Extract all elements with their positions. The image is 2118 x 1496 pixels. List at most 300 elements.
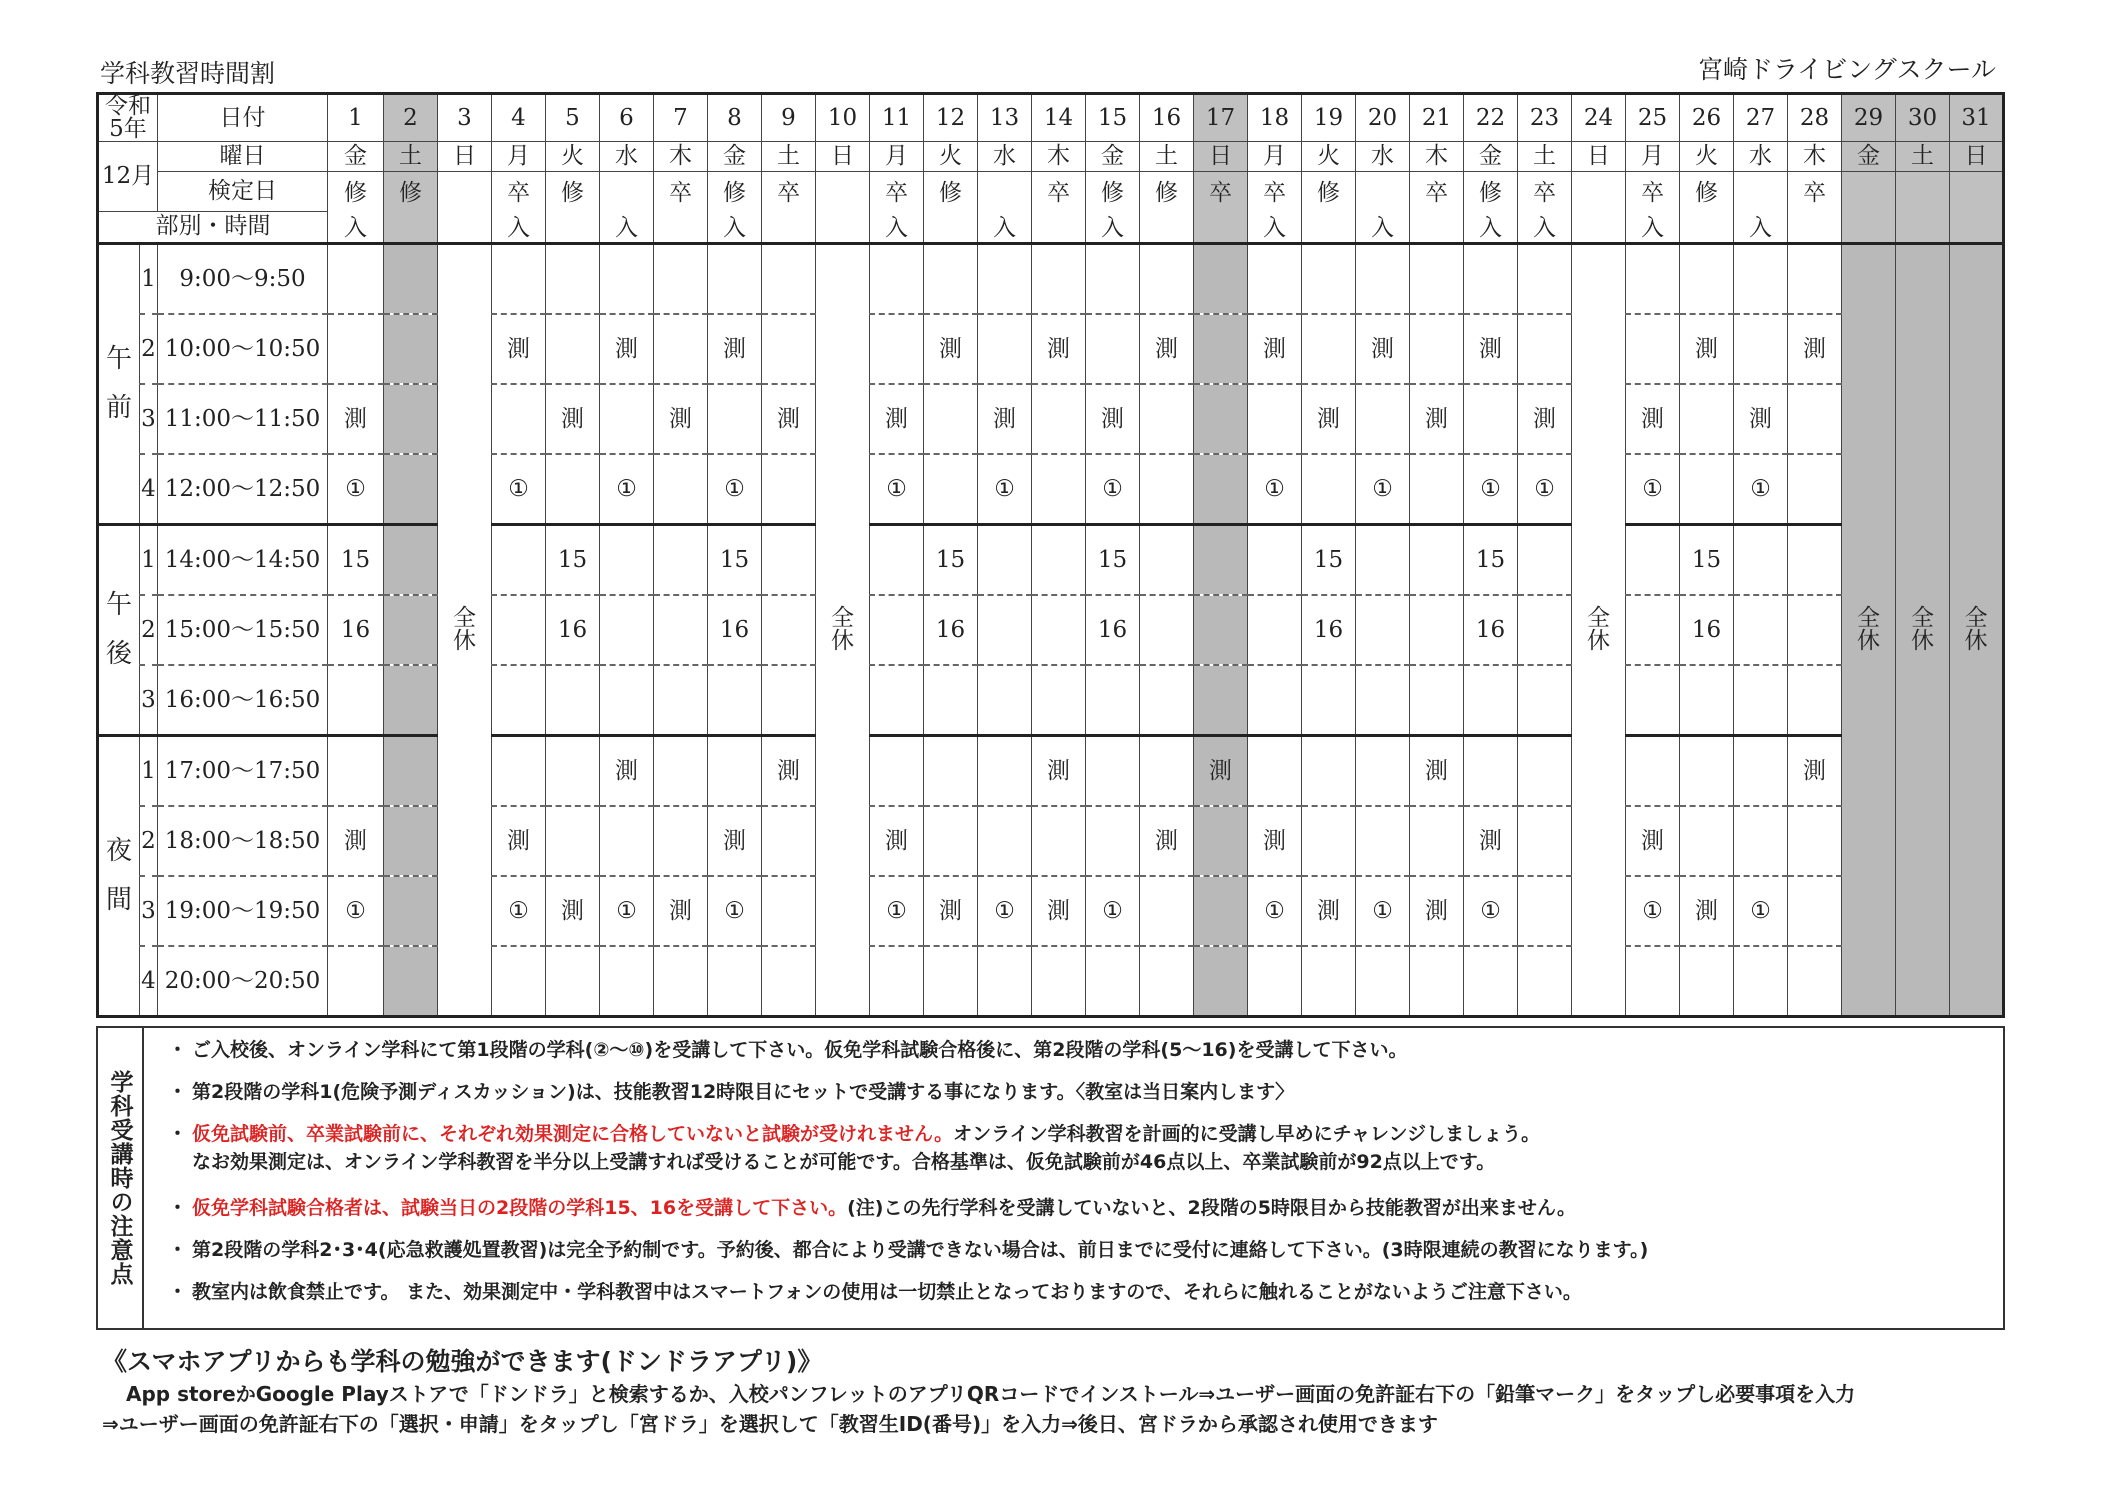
schedule-cell: 測 <box>1140 806 1194 876</box>
schedule-cell: 測 <box>978 384 1032 454</box>
schedule-cell <box>1410 946 1464 1017</box>
schedule-cell: 測 <box>1626 806 1680 876</box>
schedule-cell <box>1086 736 1140 807</box>
date-cell: 27 <box>1734 94 1788 142</box>
schedule-cell: 測 <box>1518 384 1572 454</box>
enroll-cell <box>546 211 600 244</box>
weekday-cell: 水 <box>600 142 654 172</box>
schedule-cell <box>384 806 438 876</box>
date-cell: 11 <box>870 94 924 142</box>
enroll-cell <box>1032 211 1086 244</box>
schedule-cell: 測 <box>924 314 978 384</box>
schedule-cell: 測 <box>328 384 384 454</box>
schedule-cell <box>1734 525 1788 596</box>
schedule-cell: 測 <box>1626 384 1680 454</box>
schedule-cell <box>762 876 816 946</box>
date-cell: 31 <box>1950 94 2004 142</box>
schedule-cell <box>1788 946 1842 1017</box>
note-bullet: ・ <box>168 1081 188 1103</box>
app-info-title: 《スマホアプリからも学科の勉強ができます(ドンドラアプリ)》 <box>102 1347 823 1376</box>
enroll-cell <box>1896 211 1950 244</box>
weekday-cell: 日 <box>438 142 492 172</box>
exam-cell: 修 <box>546 172 600 212</box>
schedule-cell <box>762 525 816 596</box>
date-cell: 17 <box>1194 94 1248 142</box>
exam-cell: 卒 <box>492 172 546 212</box>
weekday-cell: 金 <box>1086 142 1140 172</box>
schedule-cell <box>978 806 1032 876</box>
exam-cell: 卒 <box>1518 172 1572 212</box>
schedule-cell: ① <box>492 876 546 946</box>
exam-cell: 修 <box>384 172 438 212</box>
schedule-cell <box>1302 736 1356 807</box>
schedule-cell: 16 <box>1086 595 1140 665</box>
schedule-cell <box>1626 525 1680 596</box>
schedule-cell: 測 <box>1194 736 1248 807</box>
exam-cell: 卒 <box>654 172 708 212</box>
schedule-cell <box>1734 806 1788 876</box>
date-cell: 22 <box>1464 94 1518 142</box>
schedule-cell <box>1194 525 1248 596</box>
date-cell: 20 <box>1356 94 1410 142</box>
schedule-cell <box>978 736 1032 807</box>
all-rest-cell: 全 休 <box>1842 244 1896 1017</box>
period-number: 1 <box>140 525 158 596</box>
schedule-cell <box>870 525 924 596</box>
schedule-cell: 測 <box>492 806 546 876</box>
schedule-cell: 15 <box>1680 525 1734 596</box>
schedule-cell <box>1194 595 1248 665</box>
period-row <box>98 384 2004 454</box>
schedule-cell <box>1032 595 1086 665</box>
schedule-cell: 15 <box>708 525 762 596</box>
exam-cell: 卒 <box>1410 172 1464 212</box>
schedule-cell: 16 <box>1302 595 1356 665</box>
schedule-cell <box>654 314 708 384</box>
all-rest-cell: 全 休 <box>816 244 870 1017</box>
schedule-cell <box>708 736 762 807</box>
enroll-cell: 入 <box>492 211 546 244</box>
schedule-cell <box>1194 806 1248 876</box>
schedule-cell: 測 <box>870 384 924 454</box>
schedule-cell <box>1464 736 1518 807</box>
exam-cell <box>1842 172 1896 212</box>
schedule-cell <box>1518 946 1572 1017</box>
schedule-cell <box>600 946 654 1017</box>
weekday-row <box>98 142 2004 172</box>
schedule-cell <box>1680 454 1734 525</box>
enroll-cell: 入 <box>978 211 1032 244</box>
schedule-cell: 測 <box>1086 384 1140 454</box>
weekday-cell: 土 <box>384 142 438 172</box>
note-bullet: ・ <box>168 1239 188 1261</box>
schedule-cell <box>1626 314 1680 384</box>
weekday-cell: 土 <box>1518 142 1572 172</box>
exam-cell: 修 <box>924 172 978 212</box>
note-item <box>160 1032 1997 1074</box>
weekday-cell: 金 <box>1842 142 1896 172</box>
schedule-cell <box>762 806 816 876</box>
schedule-cell: ① <box>708 454 762 525</box>
weekday-cell: 火 <box>546 142 600 172</box>
schedule-cell <box>870 244 924 315</box>
schedule-cell <box>978 595 1032 665</box>
exam-cell: 修 <box>1140 172 1194 212</box>
schedule-cell <box>1464 665 1518 736</box>
schedule-cell <box>1518 314 1572 384</box>
schedule-cell <box>654 244 708 315</box>
schedule-cell: ① <box>978 454 1032 525</box>
notes-list <box>160 1032 1997 1316</box>
schedule-cell <box>384 314 438 384</box>
schedule-cell: 15 <box>1464 525 1518 596</box>
schedule-cell <box>1248 665 1302 736</box>
schedule-cell: ① <box>1086 454 1140 525</box>
weekday-cell: 月 <box>870 142 924 172</box>
schedule-cell <box>1140 525 1194 596</box>
schedule-cell: ① <box>1734 876 1788 946</box>
schedule-cell <box>1356 384 1410 454</box>
schedule-cell <box>1626 595 1680 665</box>
schedule-cell <box>924 384 978 454</box>
date-cell: 24 <box>1572 94 1626 142</box>
period-number: 2 <box>140 314 158 384</box>
enroll-cell <box>1140 211 1194 244</box>
schedule-cell <box>492 384 546 454</box>
period-number: 3 <box>140 876 158 946</box>
weekday-cell: 金 <box>1464 142 1518 172</box>
period-time: 10:00〜10:50 <box>158 314 328 384</box>
date-cell: 26 <box>1680 94 1734 142</box>
enroll-cell: 入 <box>1518 211 1572 244</box>
schedule-cell <box>1356 525 1410 596</box>
schedule-cell: ① <box>600 454 654 525</box>
schedule-cell <box>1734 736 1788 807</box>
exam-cell: 卒 <box>762 172 816 212</box>
schedule-cell: ① <box>708 876 762 946</box>
weekday-cell: 木 <box>654 142 708 172</box>
schedule-cell: ① <box>978 876 1032 946</box>
schedule-cell <box>1140 736 1194 807</box>
note-item <box>160 1074 1997 1116</box>
weekday-cell: 金 <box>328 142 384 172</box>
schedule-cell: 測 <box>654 876 708 946</box>
schedule-cell: 測 <box>1410 876 1464 946</box>
schedule-cell <box>1140 946 1194 1017</box>
schedule-cell: 測 <box>762 736 816 807</box>
enroll-cell <box>1572 211 1626 244</box>
schedule-cell <box>492 244 546 315</box>
schedule-cell: 測 <box>1302 876 1356 946</box>
schedule-cell: 測 <box>1788 314 1842 384</box>
date-cell: 13 <box>978 94 1032 142</box>
schedule-cell: ① <box>870 876 924 946</box>
period-row <box>98 946 2004 1017</box>
schedule-cell: ① <box>1356 454 1410 525</box>
schedule-cell <box>384 244 438 315</box>
date-cell: 30 <box>1896 94 1950 142</box>
schedule-cell: 15 <box>546 525 600 596</box>
schedule-cell <box>654 595 708 665</box>
period-number: 1 <box>140 244 158 315</box>
schedule-cell <box>1788 876 1842 946</box>
section-label: 夜間 <box>98 736 140 1017</box>
period-number: 2 <box>140 595 158 665</box>
schedule-cell: 16 <box>924 595 978 665</box>
schedule-cell <box>384 876 438 946</box>
exam-cell <box>1896 172 1950 212</box>
schedule-cell: 測 <box>708 314 762 384</box>
schedule-cell <box>762 946 816 1017</box>
period-time: 14:00〜14:50 <box>158 525 328 596</box>
schedule-cell <box>870 595 924 665</box>
note-warning-text: 仮免学科試験合格者は、試験当日の2段階の学科15、16を受講して下さい。 <box>192 1197 848 1219</box>
weekday-cell: 日 <box>1950 142 2004 172</box>
period-number: 1 <box>140 736 158 807</box>
schedule-cell: 16 <box>1464 595 1518 665</box>
schedule-cell <box>600 244 654 315</box>
schedule-cell <box>384 595 438 665</box>
schedule-cell: 測 <box>1680 876 1734 946</box>
schedule-cell <box>1194 876 1248 946</box>
exam-cell: 修 <box>708 172 762 212</box>
schedule-cell <box>870 736 924 807</box>
schedule-cell <box>924 806 978 876</box>
schedule-cell <box>1194 314 1248 384</box>
schedule-cell <box>600 525 654 596</box>
schedule-cell <box>546 806 600 876</box>
period-time: 18:00〜18:50 <box>158 806 328 876</box>
exam-cell: 卒 <box>1194 172 1248 212</box>
schedule-cell: 測 <box>1140 314 1194 384</box>
schedule-cell <box>1734 244 1788 315</box>
weekday-cell: 日 <box>816 142 870 172</box>
enroll-cell <box>924 211 978 244</box>
schedule-cell <box>1140 454 1194 525</box>
schedule-cell <box>1734 665 1788 736</box>
schedule-cell <box>654 806 708 876</box>
period-row <box>98 244 2004 315</box>
period-number: 2 <box>140 806 158 876</box>
schedule-cell <box>978 665 1032 736</box>
enroll-cell <box>438 211 492 244</box>
date-cell: 21 <box>1410 94 1464 142</box>
schedule-cell: 測 <box>654 384 708 454</box>
weekday-cell: 水 <box>978 142 1032 172</box>
date-cell: 23 <box>1518 94 1572 142</box>
schedule-cell <box>978 525 1032 596</box>
all-rest-cell: 全 休 <box>1896 244 1950 1017</box>
exam-cell <box>1356 172 1410 212</box>
schedule-cell <box>1788 595 1842 665</box>
schedule-cell <box>546 736 600 807</box>
schedule-cell <box>1140 595 1194 665</box>
schedule-cell: ① <box>1626 454 1680 525</box>
schedule-table <box>96 92 2005 1018</box>
notes-box <box>96 1026 2005 1330</box>
exam-cell: 卒 <box>1626 172 1680 212</box>
schedule-cell: 測 <box>1032 314 1086 384</box>
schedule-cell <box>1140 876 1194 946</box>
date-cell: 15 <box>1086 94 1140 142</box>
schedule-cell <box>1626 946 1680 1017</box>
period-row <box>98 595 2004 665</box>
schedule-cell: 15 <box>924 525 978 596</box>
schedule-cell <box>546 454 600 525</box>
schedule-cell <box>1518 244 1572 315</box>
schedule-cell <box>1248 946 1302 1017</box>
schedule-cell <box>1518 736 1572 807</box>
weekday-cell: 火 <box>1680 142 1734 172</box>
exam-cell: 卒 <box>1788 172 1842 212</box>
schedule-cell <box>1410 525 1464 596</box>
date-cell: 29 <box>1842 94 1896 142</box>
date-cell: 6 <box>600 94 654 142</box>
weekday-cell: 金 <box>708 142 762 172</box>
note-item <box>160 1274 1997 1316</box>
note-text: ご入校後、オンライン学科にて第1段階の学科(②〜⑩)を受講して下さい。仮免学科試験合格後に、第2段階の学科(5〜16)を受講して下さい。 <box>192 1039 1408 1061</box>
schedule-cell <box>1302 806 1356 876</box>
enroll-cell <box>1410 211 1464 244</box>
schedule-cell <box>1086 665 1140 736</box>
schedule-cell <box>1032 384 1086 454</box>
schedule-cell <box>1680 384 1734 454</box>
schedule-cell <box>384 665 438 736</box>
schedule-cell <box>600 665 654 736</box>
weekday-cell: 日 <box>1194 142 1248 172</box>
schedule-cell <box>1626 736 1680 807</box>
enroll-cell: 入 <box>600 211 654 244</box>
exam-cell: 卒 <box>870 172 924 212</box>
schedule-cell <box>600 384 654 454</box>
exam-cell: 卒 <box>1032 172 1086 212</box>
note-bullet: ・ <box>168 1039 188 1061</box>
period-number: 3 <box>140 665 158 736</box>
schedule-cell: ① <box>1464 454 1518 525</box>
period-time: 20:00〜20:50 <box>158 946 328 1017</box>
weekday-cell: 日 <box>1572 142 1626 172</box>
note-item <box>160 1190 1997 1232</box>
schedule-cell: ① <box>870 454 924 525</box>
enroll-cell <box>1194 211 1248 244</box>
enroll-cell: 入 <box>1356 211 1410 244</box>
schedule-cell <box>492 736 546 807</box>
schedule-table-wrapper <box>96 92 2005 1018</box>
schedule-cell <box>1518 806 1572 876</box>
note-item <box>160 1232 1997 1274</box>
schedule-cell <box>1518 595 1572 665</box>
schedule-cell <box>1032 806 1086 876</box>
exam-cell <box>1734 172 1788 212</box>
all-rest-cell: 全 休 <box>1950 244 2004 1017</box>
note-item <box>160 1116 1997 1190</box>
schedule-cell <box>546 946 600 1017</box>
schedule-cell <box>1194 244 1248 315</box>
schedule-cell <box>384 946 438 1017</box>
schedule-cell <box>1410 454 1464 525</box>
notes-side-label <box>98 1028 144 1328</box>
schedule-cell <box>1734 595 1788 665</box>
weekday-cell: 火 <box>924 142 978 172</box>
schedule-cell <box>762 454 816 525</box>
schedule-cell <box>924 946 978 1017</box>
schedule-cell <box>762 244 816 315</box>
schedule-cell <box>1518 876 1572 946</box>
schedule-cell <box>1626 665 1680 736</box>
note-text: 第2段階の学科2･3･4(応急救護処置教習)は完全予約制です。予約後、都合により受講できない場合は、前日までに受付に連絡して下さい。(3時限連続の教習になります。) <box>192 1239 1649 1261</box>
schedule-cell: 測 <box>1410 384 1464 454</box>
period-row <box>98 525 2004 596</box>
schedule-cell: 測 <box>546 876 600 946</box>
schedule-cell: ① <box>1518 454 1572 525</box>
date-cell: 12 <box>924 94 978 142</box>
schedule-cell <box>1248 244 1302 315</box>
exam-cell <box>600 172 654 212</box>
schedule-cell <box>870 665 924 736</box>
schedule-cell <box>1086 244 1140 315</box>
date-cell: 25 <box>1626 94 1680 142</box>
schedule-cell <box>1302 454 1356 525</box>
schedule-cell <box>1680 244 1734 315</box>
weekday-cell: 木 <box>1788 142 1842 172</box>
schedule-cell <box>924 736 978 807</box>
schedule-cell <box>1464 384 1518 454</box>
period-row <box>98 736 2004 807</box>
enroll-cell <box>654 211 708 244</box>
schedule-cell: 測 <box>1248 314 1302 384</box>
schedule-cell <box>762 665 816 736</box>
schedule-cell <box>1248 384 1302 454</box>
section-time-header: 部別・時間 <box>98 211 328 244</box>
period-row <box>98 665 2004 736</box>
schedule-cell <box>1086 946 1140 1017</box>
weekday-cell: 木 <box>1410 142 1464 172</box>
schedule-cell <box>654 665 708 736</box>
weekday-header: 曜日 <box>158 142 328 172</box>
enroll-cell <box>384 211 438 244</box>
period-time: 16:00〜16:50 <box>158 665 328 736</box>
exam-cell: 修 <box>1680 172 1734 212</box>
schedule-cell <box>1302 946 1356 1017</box>
schedule-cell: 測 <box>1464 314 1518 384</box>
weekday-cell: 水 <box>1734 142 1788 172</box>
schedule-cell <box>1356 946 1410 1017</box>
note-bullet: ・ <box>168 1281 188 1303</box>
schedule-cell <box>546 244 600 315</box>
schedule-cell: 測 <box>762 384 816 454</box>
date-cell: 1 <box>328 94 384 142</box>
period-row <box>98 454 2004 525</box>
all-rest-cell: 全 休 <box>438 244 492 1017</box>
schedule-cell: 測 <box>1032 876 1086 946</box>
schedule-cell <box>1356 595 1410 665</box>
schedule-cell <box>328 314 384 384</box>
schedule-cell <box>600 595 654 665</box>
schedule-cell <box>1086 314 1140 384</box>
section-label: 午後 <box>98 525 140 736</box>
school-name: 宮崎ドライビングスクール <box>1697 55 1996 84</box>
weekday-cell: 土 <box>762 142 816 172</box>
enroll-cell: 入 <box>708 211 762 244</box>
schedule-cell <box>1788 454 1842 525</box>
schedule-cell <box>1140 665 1194 736</box>
period-number: 3 <box>140 384 158 454</box>
schedule-cell <box>492 665 546 736</box>
exam-cell <box>438 172 492 212</box>
schedule-cell: ① <box>328 454 384 525</box>
schedule-cell <box>978 244 1032 315</box>
schedule-cell <box>1518 525 1572 596</box>
